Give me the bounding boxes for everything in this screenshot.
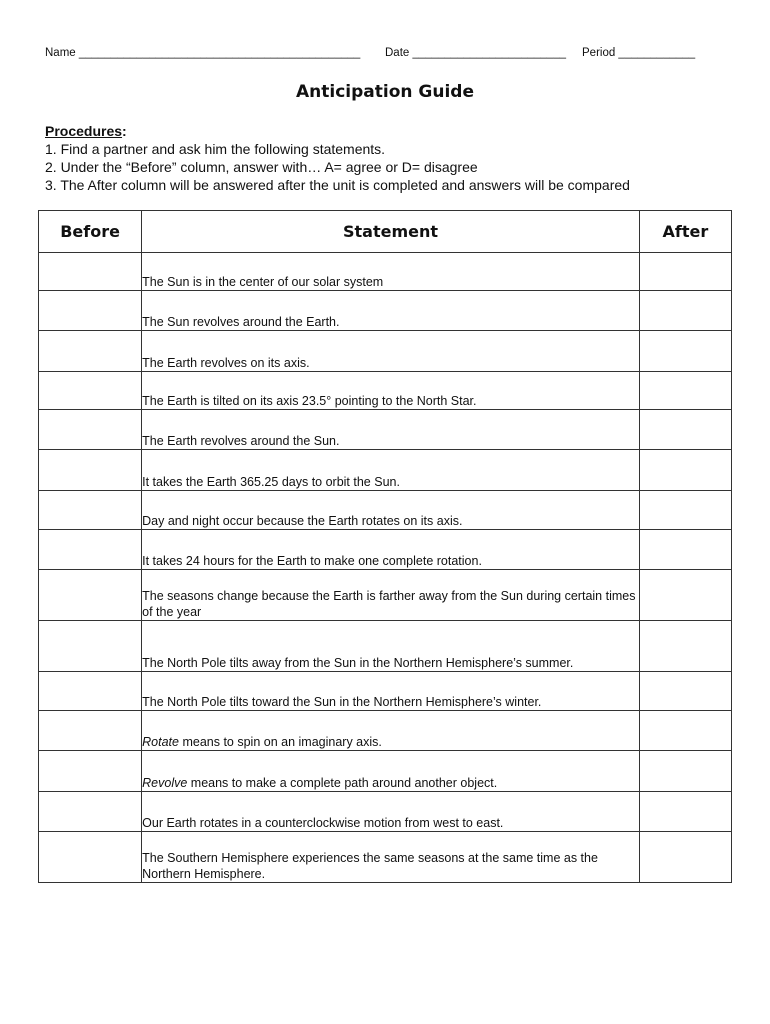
table-row: [39, 530, 732, 570]
before-answer-cell[interactable]: [39, 291, 142, 331]
before-answer-cell[interactable]: [39, 672, 142, 711]
procedures-heading-text: Procedures: [45, 123, 123, 139]
before-answer-cell[interactable]: [39, 711, 142, 751]
procedures-heading-colon: :: [122, 123, 127, 139]
statement-cell: Our Earth rotates in a counterclockwise motion from west to east.: [142, 792, 640, 832]
statement-cell: The North Pole tilts away from the Sun in the Northern Hemisphere’s summer.: [142, 621, 640, 672]
after-answer-cell[interactable]: [639, 711, 731, 751]
table-row: [39, 792, 732, 832]
statement-cell: The North Pole tilts toward the Sun in the Northern Hemisphere’s winter.: [142, 672, 640, 711]
before-answer-cell[interactable]: [39, 410, 142, 450]
statement-cell: The seasons change because the Earth is farther away from the Sun during certain times of the year: [142, 570, 640, 621]
after-answer-cell[interactable]: [639, 253, 731, 291]
statement-cell: Day and night occur because the Earth rotates on its axis.: [142, 491, 640, 530]
after-answer-cell[interactable]: [639, 450, 731, 491]
statement-cell: [142, 751, 640, 792]
table-row: [39, 372, 732, 410]
table-row: [39, 672, 732, 711]
statement-cell: The Earth is tilted on its axis 23.5° pointing to the North Star.: [142, 372, 640, 410]
before-answer-cell[interactable]: [39, 450, 142, 491]
procedure-step: 1. Find a partner and ask him the following statements.: [45, 141, 386, 157]
procedure-step: 3. The After column will be answered after the unit is completed and answers will be compared: [45, 177, 630, 193]
procedure-step: 2. Under the “Before” column, answer with… A= agree or D= disagree: [45, 159, 478, 175]
anticipation-table: [38, 210, 732, 883]
table-row: [39, 751, 732, 792]
statement-cell: The Earth revolves on its axis.: [142, 331, 640, 372]
before-answer-cell[interactable]: [39, 570, 142, 621]
after-answer-cell[interactable]: [639, 621, 731, 672]
statement-cell: It takes 24 hours for the Earth to make one complete rotation.: [142, 530, 640, 570]
table-row: [39, 491, 732, 530]
table-row: [39, 832, 732, 883]
table-row: [39, 253, 732, 291]
statement-cell: It takes the Earth 365.25 days to orbit the Sun.: [142, 450, 640, 491]
after-answer-cell[interactable]: [639, 491, 731, 530]
after-answer-cell[interactable]: [639, 792, 731, 832]
before-answer-cell[interactable]: [39, 621, 142, 672]
after-answer-cell[interactable]: [639, 331, 731, 372]
statement-cell: The Sun revolves around the Earth.: [142, 291, 640, 331]
italic-term: Revolve: [142, 776, 188, 790]
procedures-list: [45, 140, 745, 194]
after-answer-cell[interactable]: [639, 832, 731, 883]
statement-cell: The Southern Hemisphere experiences the same seasons at the same time as the Northern Hemisphere.: [142, 832, 640, 883]
before-column-header: Before: [39, 211, 142, 253]
after-column-header: After: [639, 211, 731, 253]
table-header-row: [39, 211, 732, 253]
name-field-label[interactable]: Name ____________________________________________: [45, 47, 361, 59]
before-answer-cell[interactable]: [39, 331, 142, 372]
after-answer-cell[interactable]: [639, 372, 731, 410]
before-answer-cell[interactable]: [39, 491, 142, 530]
statement-cell: [142, 711, 640, 751]
after-answer-cell[interactable]: [639, 570, 731, 621]
date-field-label[interactable]: Date ________________________: [385, 47, 566, 59]
before-answer-cell[interactable]: [39, 530, 142, 570]
after-answer-cell[interactable]: [639, 291, 731, 331]
after-answer-cell[interactable]: [639, 751, 731, 792]
procedures-heading: [45, 122, 745, 140]
page-title: Anticipation Guide: [296, 82, 474, 102]
italic-term: Rotate: [142, 735, 179, 749]
table-row: [39, 711, 732, 751]
table-row: [39, 291, 732, 331]
before-answer-cell[interactable]: [39, 253, 142, 291]
statement-column-header: Statement: [142, 211, 640, 253]
table-row: [39, 621, 732, 672]
statement-cell: The Sun is in the center of our solar system: [142, 253, 640, 291]
statement-cell: The Earth revolves around the Sun.: [142, 410, 640, 450]
table-row: [39, 570, 732, 621]
student-info-line: [45, 47, 725, 65]
statement-text: means to make a complete path around another object.: [187, 776, 498, 790]
table-row: [39, 450, 732, 491]
table-row: [39, 410, 732, 450]
before-answer-cell[interactable]: [39, 832, 142, 883]
after-answer-cell[interactable]: [639, 410, 731, 450]
before-answer-cell[interactable]: [39, 751, 142, 792]
after-answer-cell[interactable]: [639, 530, 731, 570]
procedures-section: [45, 122, 745, 194]
statement-text: means to spin on an imaginary axis.: [178, 735, 382, 749]
period-field-label[interactable]: Period ____________: [582, 47, 696, 59]
table-row: [39, 331, 732, 372]
after-answer-cell[interactable]: [639, 672, 731, 711]
before-answer-cell[interactable]: [39, 372, 142, 410]
before-answer-cell[interactable]: [39, 792, 142, 832]
